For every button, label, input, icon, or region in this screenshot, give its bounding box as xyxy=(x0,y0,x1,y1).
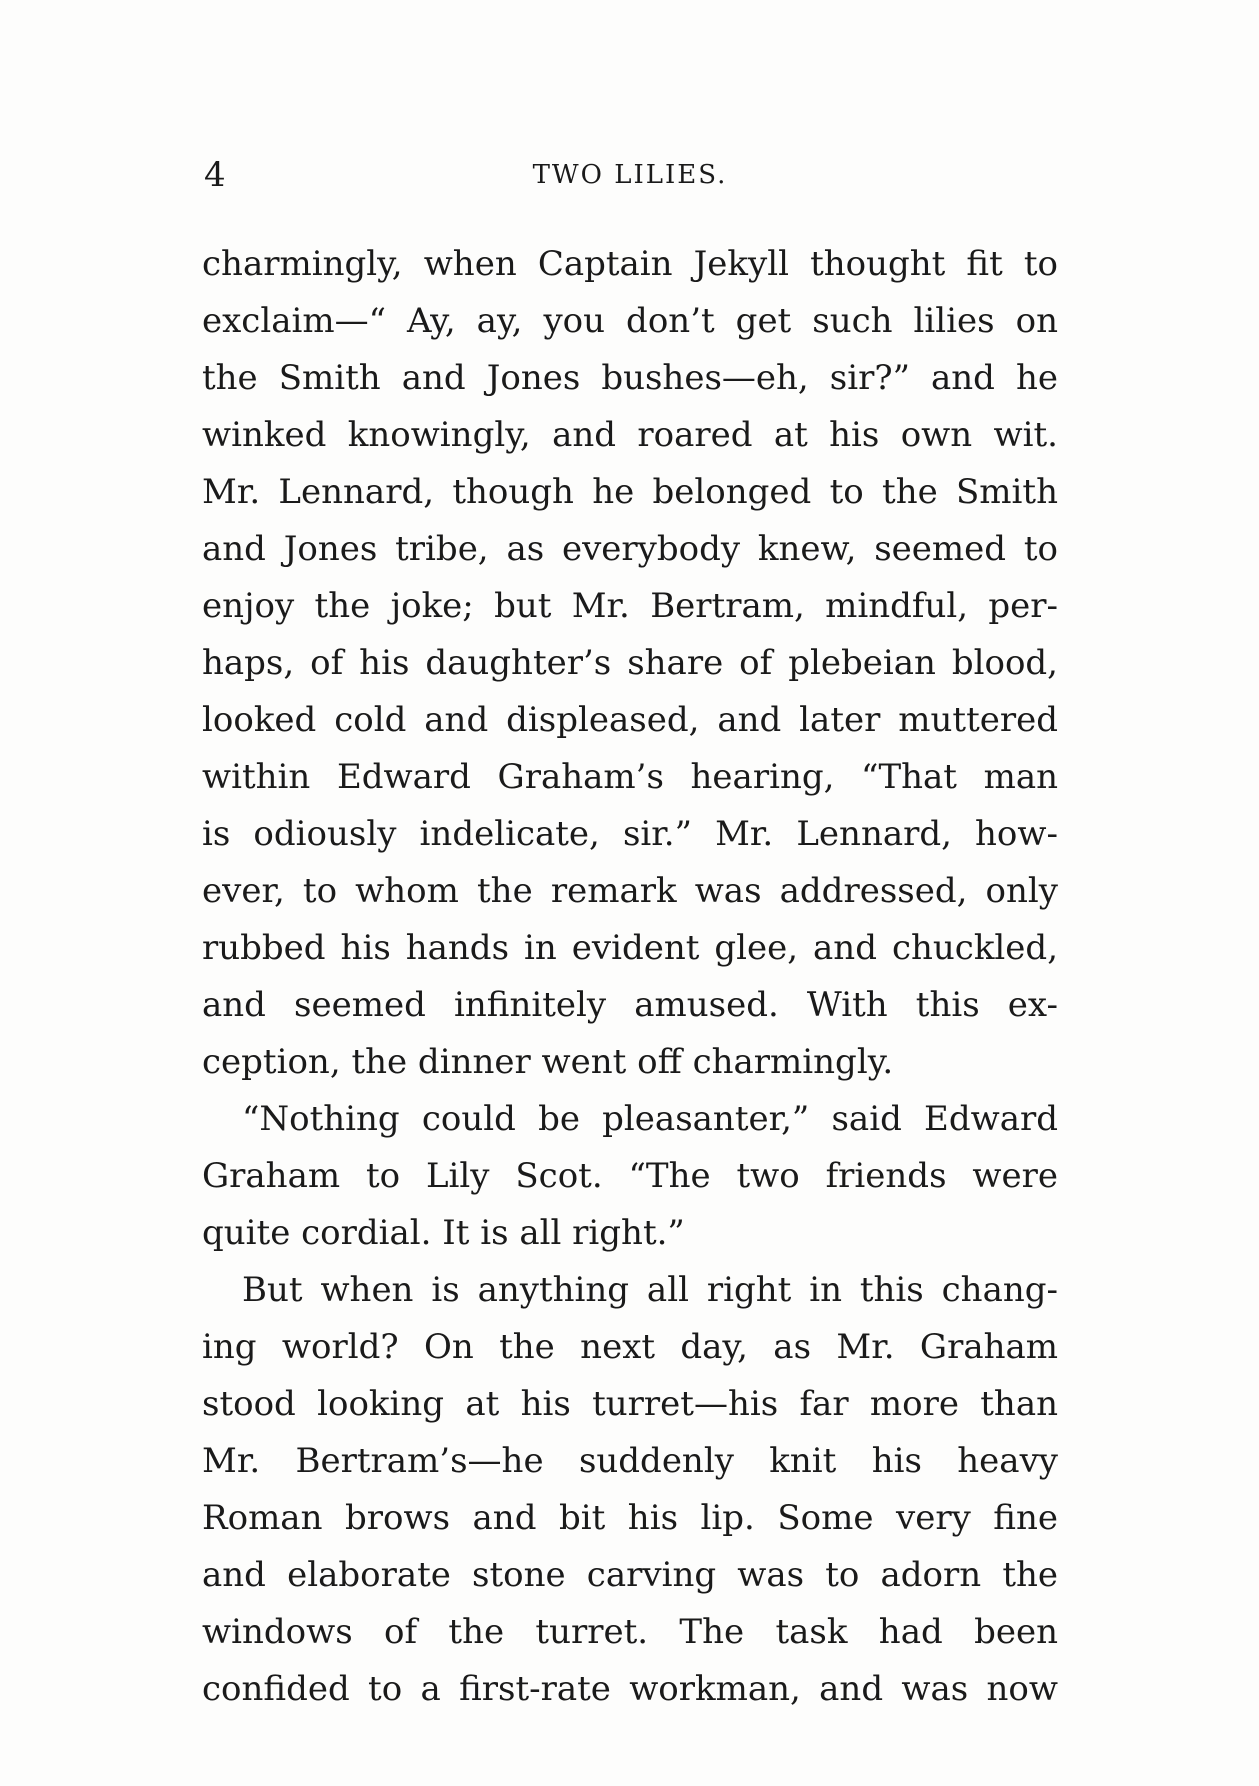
text-line: “Nothing could be pleasanter,” said Edward xyxy=(242,1099,1058,1139)
text-line: within Edward Graham’s hearing, “That man xyxy=(202,757,1058,797)
text-line: stood looking at his turret—his far more than xyxy=(202,1384,1058,1424)
text-line: and seemed infinitely amused. With this ex- xyxy=(202,985,1058,1025)
text-line: But when is anything all right in this chang- xyxy=(242,1270,1058,1310)
text-line: Mr. Bertram’s—he suddenly knit his heavy xyxy=(202,1441,1058,1481)
running-title: TWO LILIES. xyxy=(532,160,728,190)
text-line: Graham to Lily Scot. “The two friends were xyxy=(202,1156,1058,1196)
text-line: Roman brows and bit his lip. Some very fine xyxy=(202,1498,1058,1538)
text-line: windows of the turret. The task had been xyxy=(202,1612,1058,1652)
text-line: winked knowingly, and roared at his own wit. xyxy=(202,415,1058,455)
text-line: exclaim—“ Ay, ay, you don’t get such lilies on xyxy=(202,301,1058,341)
text-line: ever, to whom the remark was addressed, only xyxy=(202,871,1058,911)
text-line: quite cordial. It is all right.” xyxy=(202,1213,685,1253)
text-line: and elaborate stone carving was to adorn the xyxy=(202,1555,1058,1595)
text-line: charmingly, when Captain Jekyll thought fit to xyxy=(202,244,1058,284)
text-line: haps, of his daughter’s share of plebeian blood, xyxy=(202,643,1058,683)
text-line: Mr. Lennard, though he belonged to the Smith xyxy=(202,472,1058,512)
text-line: and Jones tribe, as everybody knew, seemed to xyxy=(202,529,1058,569)
page-number: 4 xyxy=(204,155,226,195)
text-line: enjoy the joke; but Mr. Bertram, mindful, per- xyxy=(202,586,1058,626)
text-line: looked cold and displeased, and later muttered xyxy=(202,700,1058,740)
text-line: the Smith and Jones bushes—eh, sir?” and he xyxy=(202,358,1058,398)
body-text xyxy=(202,236,1058,1718)
text-line: confided to a first-rate workman, and was now xyxy=(202,1669,1058,1709)
text-line: ing world? On the next day, as Mr. Graham xyxy=(202,1327,1058,1367)
text-line: ception, the dinner went off charmingly. xyxy=(202,1042,894,1082)
text-line: is odiously indelicate, sir.” Mr. Lennard, how- xyxy=(202,814,1058,854)
text-line: rubbed his hands in evident glee, and chuckled, xyxy=(202,928,1058,968)
running-head xyxy=(200,150,1060,200)
